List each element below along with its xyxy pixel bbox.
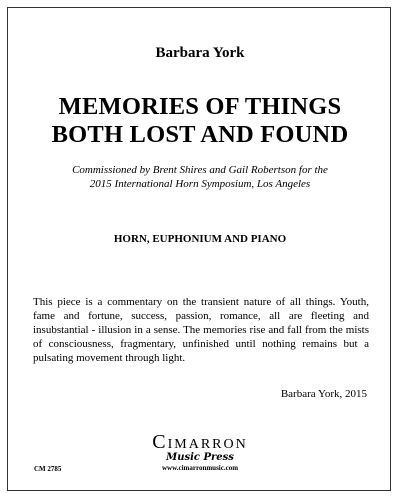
publisher-tagline: Music Press [166, 452, 234, 463]
catalog-number: CM 2785 [34, 465, 62, 473]
commission-line-2: 2015 International Horn Symposium, Los Angeles [89, 178, 311, 190]
publisher-url: www.cimarronmusic.com [161, 464, 239, 472]
title-line-1: MEMORIES OF THINGS [58, 93, 342, 120]
program-note-signature: Barbara York, 2015 [280, 388, 367, 400]
title-line-2: BOTH LOST AND FOUND [51, 121, 349, 148]
publisher-name: Cimarron [152, 431, 248, 453]
program-note: This piece is a commentary on the transient nature of all things. Youth, fame and fortune, success, passion, romance, all are fleeting and insubstantial - illusion in a sense. The memories rise and fall from the mists of consciousness, fragmentary, unfinished until nothing remains but a pulsating movement through light. [33, 296, 369, 364]
publisher-logo [0, 432, 400, 473]
page-border [7, 7, 391, 491]
commission-line-1: Commissioned by Brent Shires and Gail Robertson for the [72, 164, 328, 176]
composer-name: Barbara York [155, 45, 245, 61]
instrumentation: HORN, EUPHONIUM AND PIANO [113, 233, 287, 245]
piece-title [0, 93, 400, 149]
commission-note [0, 163, 400, 191]
